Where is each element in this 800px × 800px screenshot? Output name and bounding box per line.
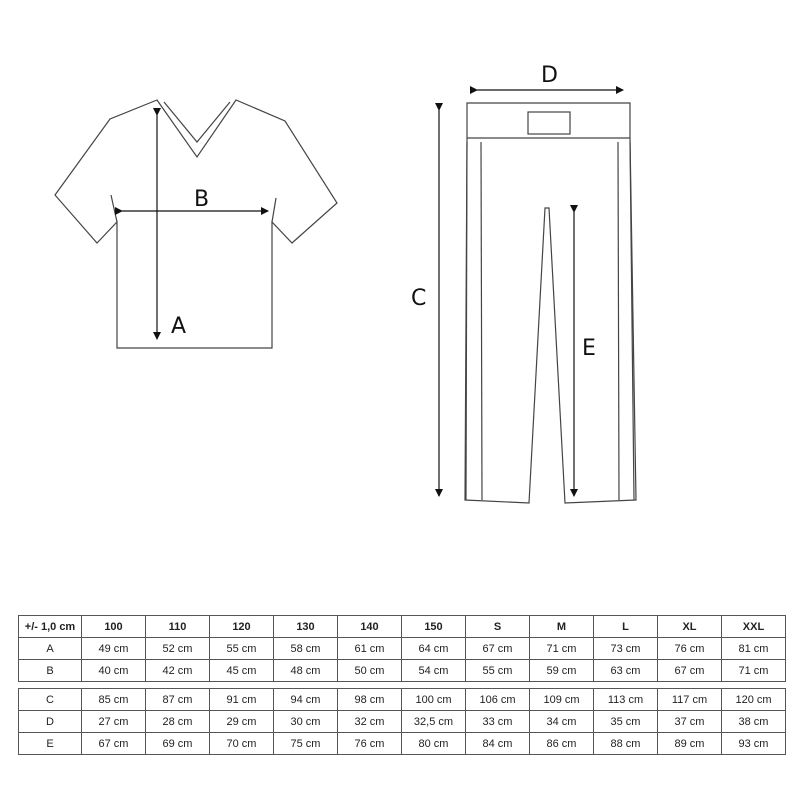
- table-cell: 86 cm: [530, 733, 594, 755]
- table-cell: 61 cm: [338, 638, 402, 660]
- table-header-row: [19, 616, 786, 638]
- table-cell: 120 cm: [722, 689, 786, 711]
- table-cell: 67 cm: [658, 660, 722, 682]
- size-header: 120: [210, 616, 274, 638]
- table-cell: 98 cm: [338, 689, 402, 711]
- table-cell: 55 cm: [210, 638, 274, 660]
- table-cell: 28 cm: [146, 711, 210, 733]
- label-d: D: [541, 63, 558, 88]
- table-cell: 76 cm: [338, 733, 402, 755]
- table-cell: 30 cm: [274, 711, 338, 733]
- table-cell: 49 cm: [82, 638, 146, 660]
- table-row: [19, 638, 786, 660]
- table-cell: 33 cm: [466, 711, 530, 733]
- label-b: B: [194, 187, 210, 212]
- table-cell: 71 cm: [722, 660, 786, 682]
- table-cell: 42 cm: [146, 660, 210, 682]
- table-cell: 63 cm: [594, 660, 658, 682]
- size-header: 100: [82, 616, 146, 638]
- table-row: [19, 689, 786, 711]
- table-cell: 109 cm: [530, 689, 594, 711]
- table-cell: 88 cm: [594, 733, 658, 755]
- table-cell: 87 cm: [146, 689, 210, 711]
- size-header: 150: [402, 616, 466, 638]
- size-header: L: [594, 616, 658, 638]
- shirt-collar: [164, 102, 230, 142]
- table-cell: 59 cm: [530, 660, 594, 682]
- shirt-outline: [55, 100, 337, 348]
- shirt-sleeve-seam-right: [272, 198, 276, 222]
- table-cell: 81 cm: [722, 638, 786, 660]
- size-table-bottom: [18, 688, 786, 755]
- table-cell: 34 cm: [530, 711, 594, 733]
- row-label: E: [19, 733, 82, 755]
- table-cell: 73 cm: [594, 638, 658, 660]
- table-cell: 35 cm: [594, 711, 658, 733]
- table-cell: 70 cm: [210, 733, 274, 755]
- table-cell: 50 cm: [338, 660, 402, 682]
- table-cell: 54 cm: [402, 660, 466, 682]
- table-cell: 85 cm: [82, 689, 146, 711]
- table-cell: 32 cm: [338, 711, 402, 733]
- table-cell: 64 cm: [402, 638, 466, 660]
- table-cell: 52 cm: [146, 638, 210, 660]
- pants-outline: [465, 103, 636, 503]
- table-cell: 37 cm: [658, 711, 722, 733]
- label-a: A: [171, 314, 187, 339]
- label-c: C: [411, 286, 427, 311]
- table-cell: 67 cm: [82, 733, 146, 755]
- table-cell: 29 cm: [210, 711, 274, 733]
- table-cell: 117 cm: [658, 689, 722, 711]
- table-cell: 58 cm: [274, 638, 338, 660]
- table-cell: 75 cm: [274, 733, 338, 755]
- table-cell: 113 cm: [594, 689, 658, 711]
- row-label: D: [19, 711, 82, 733]
- table-cell: 27 cm: [82, 711, 146, 733]
- table-cell: 40 cm: [82, 660, 146, 682]
- row-label: A: [19, 638, 82, 660]
- table-cell: 71 cm: [530, 638, 594, 660]
- shirt-drawing: [55, 100, 337, 348]
- table-cell: 45 cm: [210, 660, 274, 682]
- shirt-sleeve-seam-left: [111, 195, 117, 222]
- size-header: XL: [658, 616, 722, 638]
- table-cell: 67 cm: [466, 638, 530, 660]
- table-cell: 89 cm: [658, 733, 722, 755]
- table-cell: 84 cm: [466, 733, 530, 755]
- row-label: C: [19, 689, 82, 711]
- size-header: 140: [338, 616, 402, 638]
- size-table-top: [18, 615, 786, 682]
- table-row: [19, 733, 786, 755]
- table-row: [19, 660, 786, 682]
- table-cell: 32,5 cm: [402, 711, 466, 733]
- size-header: 130: [274, 616, 338, 638]
- table-cell: 38 cm: [722, 711, 786, 733]
- table-cell: 55 cm: [466, 660, 530, 682]
- tolerance-cell: +/- 1,0 cm: [19, 616, 82, 638]
- size-header: XXL: [722, 616, 786, 638]
- table-cell: 100 cm: [402, 689, 466, 711]
- table-cell: 48 cm: [274, 660, 338, 682]
- table-cell: 94 cm: [274, 689, 338, 711]
- label-e: E: [582, 336, 596, 361]
- table-cell: 69 cm: [146, 733, 210, 755]
- pants-drawing: [465, 103, 636, 503]
- size-header: 110: [146, 616, 210, 638]
- pants-side-stripe-right-inner: [618, 142, 619, 500]
- size-header: S: [466, 616, 530, 638]
- table-cell: 91 cm: [210, 689, 274, 711]
- pants-side-stripe-left-inner: [481, 142, 482, 500]
- pants-label-patch: [528, 112, 570, 134]
- table-cell: 93 cm: [722, 733, 786, 755]
- table-row: [19, 711, 786, 733]
- size-header: M: [530, 616, 594, 638]
- table-cell: 76 cm: [658, 638, 722, 660]
- row-label: B: [19, 660, 82, 682]
- table-cell: 106 cm: [466, 689, 530, 711]
- table-cell: 80 cm: [402, 733, 466, 755]
